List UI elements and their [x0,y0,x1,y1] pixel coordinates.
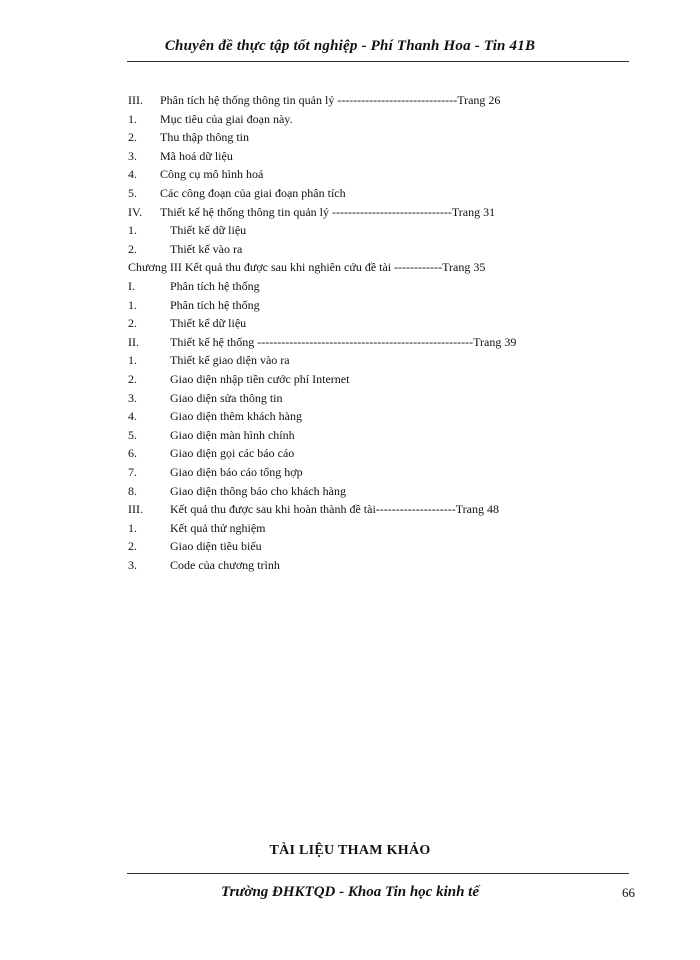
toc-entry-text: Mục tiêu của giai đoạn này. [160,112,293,126]
toc-entry-text: Thiết kế dữ liệu [170,316,247,330]
toc-entry [0,165,700,183]
toc-entry-number: 1. [128,298,137,312]
toc-entry-number: 7. [128,465,137,479]
toc-entry [0,333,700,351]
references-heading: TÀI LIỆU THAM KHẢO [269,843,431,858]
toc-entry-number: I. [128,279,135,293]
toc-entry [0,91,700,109]
toc-entry [0,482,700,500]
toc-entry-text: Công cụ mô hình hoá [160,167,264,181]
header-title: Chuyên đề thực tập tốt nghiệp - Phí Thanh Hoa - Tin 41B [164,38,536,54]
toc-entry-text: Thu thập thông tin [160,130,249,144]
toc-entry-number: 2. [128,372,137,386]
toc-entry-number: 3. [128,149,137,163]
toc-entry [0,221,700,239]
toc-entry-number: III. [128,93,143,107]
toc-entry [0,128,700,146]
toc-entry-text: Giao diện tiêu biểu [170,539,262,553]
toc-entry [0,519,700,537]
footer-divider [127,873,629,874]
toc-entry [0,463,700,481]
toc-entry-text: Giao diện báo cáo tổng hợp [170,465,303,479]
toc-entry [0,203,700,221]
toc-entry-number: 4. [128,167,137,181]
toc-entry-number: 8. [128,484,137,498]
toc-entry [0,240,700,258]
toc-entry-number: 1. [128,521,137,535]
toc-entry-text: Giao diện gọi các báo cáo [170,446,295,460]
toc-entry-number: 3. [128,558,137,572]
toc-entry-number: 5. [128,186,137,200]
toc-entry-number: 2. [128,130,137,144]
toc-entry-text: Code của chương trình [170,558,280,572]
toc-entry [0,556,700,574]
toc-entry-number: 1. [128,223,137,237]
toc-entry [0,314,700,332]
toc-entry-number: 3. [128,391,137,405]
page-number: 66 [622,885,635,900]
toc-entry-text: Thiết kế dữ liệu [170,223,247,237]
toc-entry-number: 5. [128,428,137,442]
toc-entry-number: 1. [128,353,137,367]
toc-entry-number: 1. [128,112,137,126]
footer-text: Trường ĐHKTQD - Khoa Tin học kinh tế [220,884,480,900]
toc-entry [0,500,700,518]
toc-entry-text: Mã hoá dữ liệu [160,149,233,163]
toc-entry [0,389,700,407]
toc-entry-number: 2. [128,316,137,330]
toc-entry-text: Giao diện màn hình chính [170,428,295,442]
toc-entry-text: Thiết kế giao diện vào ra [170,353,290,367]
toc-entry-number: II. [128,335,139,349]
toc-entry [0,444,700,462]
toc-entry-text: Thiết kế hệ thống thông tin quản lý ------------------------------Trang 31 [160,205,496,219]
toc-entry-text: Phân tích hệ thống [170,279,260,293]
toc-entry [0,407,700,425]
toc-entry-number: 2. [128,242,137,256]
toc-entry-text: Giao diện thông báo cho khách hàng [170,484,346,498]
toc-entry-number: 2. [128,539,137,553]
toc-entry [0,537,700,555]
toc-entry-text: Giao diện nhập tiền cước phí Internet [170,372,350,386]
toc-entry-number: 6. [128,446,137,460]
toc-entry-number: 4. [128,409,137,423]
toc-entry-number: IV. [128,205,143,219]
toc-entry-number: III. [128,502,143,516]
toc-entry-text: Chương III Kết quả thu được sau khi nghiên cứu đề tài ------------Trang 35 [128,260,486,274]
toc-entry [0,426,700,444]
toc-entry-text: Phân tích hệ thống thông tin quản lý ------------------------------Trang 26 [160,93,501,107]
toc-entry [0,184,700,202]
toc-entry-text: Phân tích hệ thống [170,298,260,312]
toc-entry [0,296,700,314]
toc-entry [0,110,700,128]
toc-entry [0,258,700,276]
toc-entry-text: Kết quả thu được sau khi hoàn thành đề tài--------------------Trang 48 [170,502,499,516]
toc-entry-text: Giao diện thêm khách hàng [170,409,302,423]
toc-entry-text: Các công đoạn của giai đoạn phân tích [160,186,346,200]
toc-entry [0,277,700,295]
toc-entry-text: Kết quả thử nghiệm [170,521,266,535]
toc-entry-text: Thiết kế hệ thống ------------------------------------------------------Trang 39 [170,335,517,349]
toc-entry [0,370,700,388]
toc-entry-text: Giao diện sửa thông tin [170,391,283,405]
header-divider [127,61,629,62]
toc-entry [0,147,700,165]
toc-entry [0,351,700,369]
toc-entry-text: Thiết kế vào ra [170,242,243,256]
